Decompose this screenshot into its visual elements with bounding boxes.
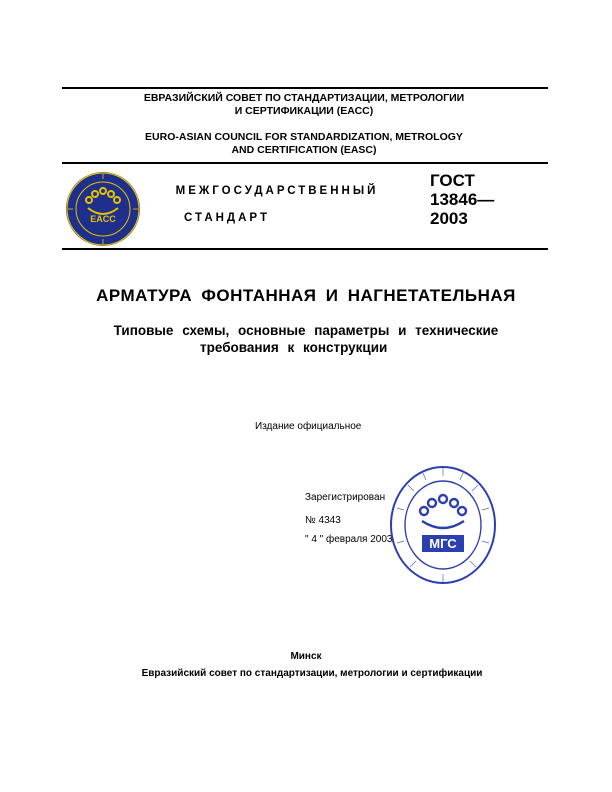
stamp-label: МГС [429,536,457,551]
mgs-stamp [388,463,498,587]
council-ru-line1: ЕВРАЗИЙСКИЙ СОВЕТ ПО СТАНДАРТИЗАЦИИ, МЕТРОЛОГИИ [143,92,465,104]
header-rule [62,162,548,164]
standard-rule [62,248,548,250]
subtitle-line1: Типовые схемы, основные параметры и технические [113,323,499,338]
council-en-line1: EURO-ASIAN COUNCIL FOR STANDARDIZATION, METROLOGY [145,131,463,143]
gost-label: ГОСТ [430,171,475,190]
document-subtitle [60,322,552,356]
footer-publisher: Евразийский совет по стандартизации, метрологии и сертификации [141,668,483,679]
subtitle-line2: требования к конструкции [200,340,388,355]
registration-label: Зарегистрирован [305,492,386,503]
standard-type-line1: МЕЖГОСУДАРСТВЕННЫЙ [175,185,379,197]
council-name-ru [60,92,548,118]
footer-city: Минск [290,651,322,662]
edition-label: Издание официальное [255,421,362,432]
council-en-line2: AND CERTIFICATION (EASC) [231,144,377,156]
council-name-en [60,131,548,157]
gost-designation [430,171,494,228]
registration-number: № 4343 [305,515,341,526]
document-title: АРМАТУРА ФОНТАННАЯ И НАГНЕТАТЕЛЬНАЯ [96,286,516,305]
top-rule [62,87,548,89]
gost-year: 2003 [430,209,468,228]
standard-type-line2: СТАНДАРТ [184,212,270,224]
easc-logo [64,170,142,248]
council-ru-line2: И СЕРТИФИКАЦИИ (ЕАСС) [234,105,374,117]
gost-number: 13846— [430,190,495,209]
registration-date: " 4 " февраля 2003 [305,534,393,545]
logo-label: EACC [90,214,116,224]
